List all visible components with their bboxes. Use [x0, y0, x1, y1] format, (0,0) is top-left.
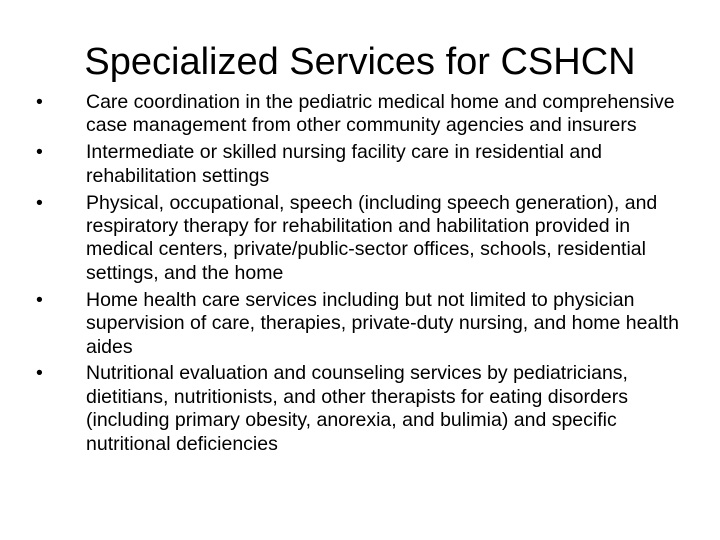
bullet-item-nutrition	[36, 362, 696, 456]
slide-title: Specialized Services for CSHCN	[84, 41, 636, 83]
bullet-item-therapy	[36, 192, 696, 286]
bullet-icon: •	[36, 91, 43, 113]
bullet-item-nursing-facility	[36, 141, 696, 188]
bullet-icon: •	[36, 191, 43, 214]
bullet-icon: •	[36, 288, 43, 311]
bullet-icon: •	[36, 141, 43, 164]
bullet-item-home-health	[36, 289, 696, 359]
bullet-text: Home health care services including but not limited to physician supervision of care, therapies, private-duty nursing, and home health aides	[86, 288, 679, 358]
bullet-list	[36, 91, 696, 460]
bullet-item-care-coordination	[36, 91, 696, 138]
bullet-text: Care coordination in the pediatric medical home and comprehensive case management from other community agencies and insurers	[86, 91, 675, 137]
bullet-text: Physical, occupational, speech (including speech generation), and respiratory therapy for rehabilitation and habilitation provided in medical centers, private/public-sector offices, schools, residential settings, and the home	[86, 191, 658, 284]
bullet-text: Nutritional evaluation and counseling services by pediatricians, dietitians, nutritionists, and other therapists for eating disorders (including primary obesity, anorexia, and bulimia) and specific nutritional deficiencies	[86, 362, 628, 455]
bullet-icon: •	[36, 362, 43, 385]
bullet-text: Intermediate or skilled nursing facility care in residential and rehabilitation settings	[86, 141, 602, 187]
